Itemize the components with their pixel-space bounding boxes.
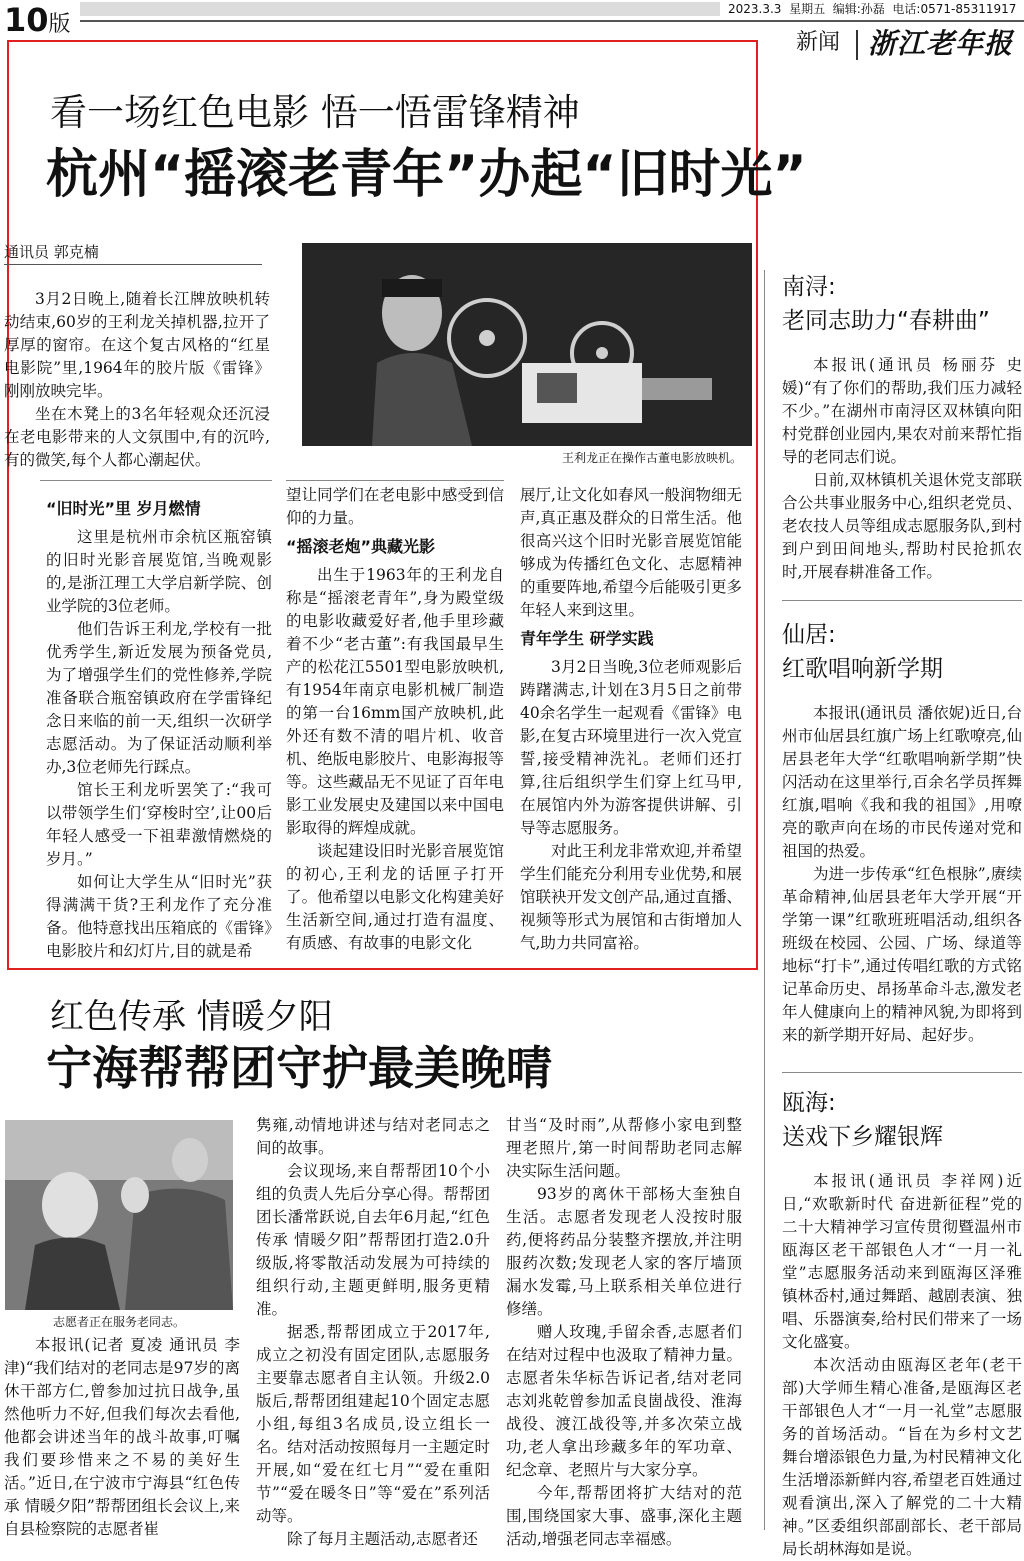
body-paragraph: 除了每月主题活动,志愿者还 [287,1530,478,1548]
header-bar [80,2,720,16]
volunteer-illustration [5,1120,233,1310]
article1-col2 [286,484,504,955]
page-number: 10版 [4,1,71,39]
sidebar-rule [782,600,1022,601]
article1-lead [4,288,270,472]
article1-col3 [520,484,742,955]
lead-paragraph: 3月2日晚上,随着长江牌放映机转动结束,60岁的王利龙关掉机器,拉开了厚厚的窗帘。在这个复古风格的“红星电影院”里,1964年的胶片版《雷锋》刚刚放映完毕。 [4,290,270,400]
issue-date: 2023.3.3 [728,2,782,16]
body-paragraph: 隽雍,动情地讲述与结对老同志之间的故事。 [256,1116,490,1157]
article1-kicker: 看一场红色电影 悟一悟雷锋精神 [50,91,580,134]
article1-photo-caption: 王利龙正在操作古董电影放映机。 [561,451,742,465]
article2-photo-caption: 志愿者正在服务老同志。 [52,1315,185,1329]
body-paragraph: 谈起建设旧时光影音展览馆的初心,王利龙的话匣子打开了。他希望以电影文化构建美好生活新空间,通过打造有温度、有质感、有故事的电影文化 [286,842,504,952]
sidebar-divider [764,270,765,1530]
editor-phone: 电话:0571-85311917 [892,2,1017,16]
editor: 编辑:孙磊 [832,2,885,16]
projector-illustration [302,243,752,446]
body-paragraph: 他们告诉王利龙,学校有一批优秀学生,新近发展为预备党员,为了增强学生们的党性修养,学院准备联合瓶窑镇政府在学雷锋纪念日来临的前一天,组织一次研学志愿活动。为了保证活动顺利举办,3位老师先行踩点。 [46,620,272,776]
body-paragraph: 今年,帮帮团将扩大结对的范围,围绕国家大事、盛事,深化主题活动,增强老同志幸福感。 [506,1484,742,1548]
sidebar-title: 老同志助力“春耕曲” [782,308,990,334]
body-paragraph: 本报讯(通讯员 杨丽芬 史媛)“有了你们的帮助,我们压力减轻不少。”在湖州市南浔区双林镇向阳村党群创业园内,果农对前来帮忙指导的老同志们说。 [782,356,1022,466]
page-unit: 版 [48,12,71,37]
sidebar-title: 南浔: [782,274,836,300]
body-paragraph: 本次活动由瓯海区老年(老干部)大学师生精心准备,是瓯海区老干部银色人才“一月一礼堂”志愿服务的首场活动。“旨在为乡村文艺舞台增添银色力量,为村民精神文化生活增添新鲜内容,希望老百姓通过观看演出,深入了解党的二十大精神。”区委组织部副部长、老干部局局长胡林海如是说。 [782,1356,1022,1558]
byline-rule [4,264,262,265]
body-paragraph: 本报讯(通讯员 李祥网)近日,“欢歌新时代 奋进新征程”党的二十大精神学习宣传贯彻暨温州市瓯海区老干部银色人才“一月一礼堂”志愿服务活动来到瓯海区泽雅镇林岙村,通过舞蹈、越剧表演、独唱、乐器演奏,给村民们带来了一场文化盛宴。 [782,1172,1022,1351]
article1-subhead: “旧时光”里 岁月燃情 [46,499,201,518]
body-paragraph: 为进一步传承“红色根脉”,赓续革命精神,仙居县老年大学开展“开学第一课”红歌班班唱活动,组织各班级在校园、公园、广场、绿道等地标“打卡”,通过传唱红歌的方式铭记革命历史、昂扬革命斗志,激发老年人健康向上的精神风貌,为即将到来的新学期开好局、起好步。 [782,865,1022,1044]
header-info [728,0,1016,18]
body-paragraph: 据悉,帮帮团成立于2017年,成立之初没有固定团队,志愿服务主要靠志愿者自主认领。升级2.0版后,帮帮团组建起10个固定志愿小组,每组3名成员,设立组长一名。结对活动按照每月一主题定时开展,如“爱在红七月”“爱在重阳节”“爱在暖冬日”等“爱在”系列活动等。 [256,1323,490,1525]
sidebar-title: 送戏下乡耀银辉 [782,1124,943,1150]
article1-mid-rule [40,480,272,481]
body-paragraph: 赠人玫瑰,手留余香,志愿者们在结对过程中也汲取了精神力量。志愿者朱华标告诉记者,结对老同志刘兆乾曾参加孟良崮战役、淮海战役、渡江战役等,并多次荣立战功,老人拿出珍藏多年的军功章、纪念章、老照片与大家分享。 [506,1323,742,1479]
sidebar-rule [782,1072,1022,1073]
section-divider [856,30,858,60]
sidebar-title: 瓯海: [782,1090,836,1116]
body-paragraph: 3月2日当晚,3位老师观影后踌躇满志,计划在3月5日之前带40余名学生一起观看《雷锋》电影,在复古环境里进行一次入党宣誓,接受精神洗礼。老师们还打算,往后组织学生们穿上红马甲,在展馆内外为游客提供讲解、引导等志愿服务。 [520,658,742,837]
article1-headline: 杭州“摇滚老青年”办起“旧时光” [46,145,807,205]
body-paragraph: 93岁的离休干部杨大奎独自生活。志愿者发现老人没按时服药,便将药品分装整齐摆放,并注明服药次数;发现老人家的客厅墙顶漏水发霉,马上联系相关单位进行修缮。 [506,1185,742,1318]
body-paragraph: 甘当“及时雨”,从帮修小家电到整理老照片,第一时间帮助老同志解决实际生活问题。 [506,1116,742,1180]
body-paragraph: 会议现场,来自帮帮团10个小组的负责人先后分享心得。帮帮团团长潘常跃说,自去年6月起,“红色传承 情暖夕阳”帮帮团打造2.0升级版,将零散活动发展为可持续的组织行动,主题更鲜明,服务更精准。 [256,1162,490,1318]
volunteer-photo [5,1120,233,1310]
article1-col1 [46,492,272,963]
body-paragraph: 本报讯(通讯员 潘依妮)近日,台州市仙居县红旗广场上红歌嘹亮,仙居县老年大学“红歌唱响新学期”快闪活动在这里举行,百余名学员挥舞红旗,唱响《我和我的祖国》,用嘹亮的歌声向在场的市民传递对党和祖国的热爱。 [782,704,1022,860]
sidebar-title: 仙居: [782,622,836,648]
sidebar-story-ouhai [782,1086,1022,1561]
body-paragraph: 本报讯(记者 夏凌 通讯员 李津)“我们结对的老同志是97岁的离休干部方仁,曾参加过抗日战争,虽然他听力不好,但我们每次去看他,他都会讲述当年的战斗故事,叮嘱我们要珍惜来之不易的美好生活。”近日,在宁波市宁海县“红色传承 情暖夕阳”帮帮团组长会议上,来自县检察院的志愿者崔 [4,1336,240,1538]
body-paragraph: 对此王利龙非常欢迎,并希望学生们能充分利用专业优势,和展馆联袂开发文创产品,通过直播、视频等形式为展馆和古街增加人气,助力共同富裕。 [520,842,742,952]
body-paragraph: 这里是杭州市余杭区瓶窑镇的旧时光影音展览馆,当晚观影的,是浙江理工大学启新学院、创业学院的3位老师。 [46,528,272,615]
article1-mid-rule [286,480,504,481]
body-paragraph: 展厅,让文化如春风一般润物细无声,真正惠及群众的日常生活。他很高兴这个旧时光影音展览馆能够成为传播红色文化、志愿精神的重要阵地,希望今后能吸引更多年轻人来到这里。 [520,486,742,619]
sidebar-story-xianju [782,618,1022,1047]
article1-subhead: 青年学生 研学实践 [520,629,654,648]
header-rule [80,20,1024,22]
article2-kicker: 红色传承 情暖夕阳 [50,997,333,1037]
section-label: 新闻 [796,30,841,55]
body-paragraph: 日前,双林镇机关退休党支部联合公共事业服务中心,组织老党员、老农技人员等组成志愿服务队,到村到户到田间地头,帮助村民抢抓农时,开展春耕准备工作。 [782,471,1022,581]
sidebar-story-nanxun [782,270,1022,584]
article1-subhead: “摇滚老炮”典藏光影 [286,537,436,556]
body-paragraph: 如何让大学生从“旧时光”获得满满干货?王利龙作了充分准备。他特意找出压箱底的《雷锋》电影胶片和幻灯片,目的就是希 [46,873,272,960]
lead-paragraph: 坐在木凳上的3名年轻观众还沉浸在老电影带来的人文氛围中,有的沉吟,有的微笑,每个人都心潮起伏。 [4,405,270,469]
issue-weekday: 星期五 [789,2,826,16]
paper-logo: 浙江老年报 [868,27,1014,60]
sidebar-title: 红歌唱响新学期 [782,656,943,682]
article2-col2 [256,1114,490,1551]
article2-col3 [506,1114,742,1551]
article2-headline: 宁海帮帮团守护最美晚晴 [46,1041,552,1095]
article1-byline: 通讯员 郭克楠 [4,243,99,261]
body-paragraph: 馆长王利龙听罢笑了:“我可以带领学生们‘穿梭时空’,让00后年轻人感受一下祖辈激情燃烧的岁月。” [46,781,272,868]
article2-col1 [4,1334,240,1541]
body-paragraph: 出生于1963年的王利龙自称是“摇滚老青年”,身为殿堂级的电影收藏爱好者,他手里珍藏着不少“老古董”:有我国最早生产的松花江5501型电影放映机,有1954年南京电影机械厂制造的第一台16mm国产放映机,此外还有数不清的唱片机、收音机、绝版电影胶片、电影海报等等。这些藏品无不见证了百年电影工业发展史及建国以来中国电影取得的辉煌成就。 [286,566,504,837]
projector-photo [302,243,752,446]
body-paragraph: 望让同学们在老电影中感受到信仰的力量。 [286,486,504,527]
